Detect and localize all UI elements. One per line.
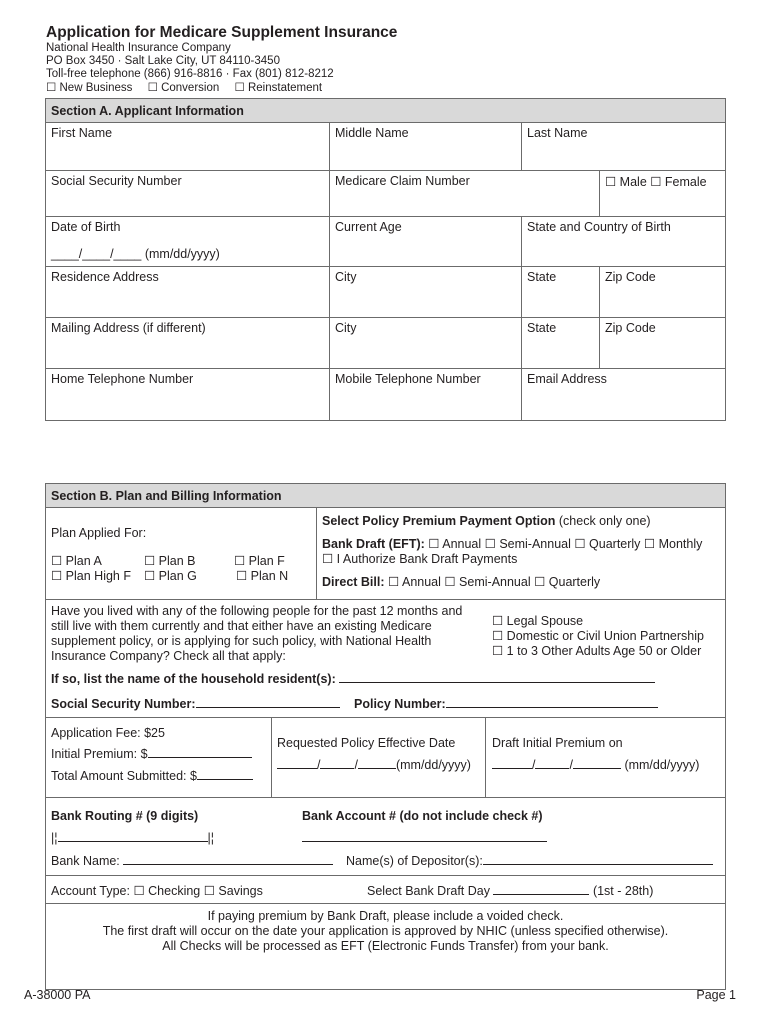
residence-address-label: Residence Address: [51, 270, 159, 284]
section-a: [45, 98, 726, 421]
draft-initial-label: Draft Initial Premium on: [492, 736, 623, 750]
account-type-options[interactable]: Account Type: ☐ Checking ☐ Savings: [51, 884, 263, 898]
dob-field[interactable]: [46, 217, 330, 267]
mobile-phone-label: Mobile Telephone Number: [335, 372, 481, 386]
company-phone: Toll-free telephone (866) 916-8816 · Fax (801) 812-8212: [46, 68, 334, 80]
gender-options[interactable]: [600, 171, 725, 217]
email-label: Email Address: [527, 372, 607, 386]
plan-a-checkbox[interactable]: ☐ Plan A: [51, 554, 102, 568]
residence-zip-field[interactable]: [600, 267, 725, 318]
email-field[interactable]: [522, 369, 725, 420]
page-number: Page 1: [696, 988, 736, 1002]
household-question-line3: supplement policy, or is applying for such policy, with National Health: [51, 634, 432, 648]
conversion-checkbox[interactable]: ☐ Conversion: [147, 82, 220, 94]
birth-place-field[interactable]: [522, 217, 725, 267]
authorize-draft-checkbox[interactable]: ☐ I Authorize Bank Draft Payments: [322, 552, 518, 566]
total-submitted-line[interactable]: [197, 769, 253, 780]
home-phone-label: Home Telephone Number: [51, 372, 194, 386]
mailing-address-field[interactable]: [46, 318, 330, 369]
current-age-field[interactable]: [330, 217, 522, 267]
account-number-field[interactable]: [302, 831, 547, 846]
birth-place-label: State and Country of Birth: [527, 220, 671, 234]
middle-name-label: Middle Name: [335, 126, 409, 140]
mailing-city-field[interactable]: [330, 318, 522, 369]
ssn-field[interactable]: [46, 171, 330, 217]
draft-day-range: (1st - 28th): [592, 884, 654, 898]
mailing-state-field[interactable]: [522, 318, 600, 369]
city-label: City: [335, 270, 357, 284]
other-adults-checkbox[interactable]: ☐ 1 to 3 Other Adults Age 50 or Older: [492, 644, 702, 658]
last-name-label: Last Name: [527, 126, 588, 140]
policy-number-line[interactable]: [446, 697, 658, 708]
draft-day-line[interactable]: [493, 884, 589, 895]
residence-address-field[interactable]: [46, 267, 330, 318]
bank-name-line[interactable]: [123, 854, 333, 865]
ssn-label: Social Security Number: [51, 174, 182, 188]
household-question-line2: still live with them currently and that either have an existing Medicare: [51, 619, 432, 633]
eft-note: All Checks will be processed as EFT (Electronic Funds Transfer) from your bank.: [162, 939, 609, 953]
dob-format: ____/____/____ (mm/dd/yyyy): [51, 247, 220, 261]
zip-label: Zip Code: [605, 321, 656, 335]
residence-city-field[interactable]: [330, 267, 522, 318]
plan-f-checkbox[interactable]: ☐ Plan F: [234, 554, 285, 568]
depositors-line[interactable]: [483, 854, 713, 865]
section-b: [45, 483, 726, 990]
residence-state-field[interactable]: [522, 267, 600, 318]
form-title: Application for Medicare Supplement Insurance: [46, 24, 398, 41]
draft-day-label: Select Bank Draft Day (1st - 28th): [367, 884, 654, 898]
effective-date-label: Requested Policy Effective Date: [277, 736, 456, 750]
mobile-phone-field[interactable]: [330, 369, 522, 420]
domestic-partner-checkbox[interactable]: ☐ Domestic or Civil Union Partnership: [492, 629, 704, 643]
total-submitted-label: Total Amount Submitted: $: [51, 769, 253, 784]
application-type-options: [46, 82, 397, 95]
gender-checkboxes[interactable]: ☐ Male ☐ Female: [605, 175, 707, 189]
zip-label: Zip Code: [605, 270, 656, 284]
state-label: State: [527, 321, 557, 335]
dob-label: Date of Birth: [51, 220, 121, 234]
first-draft-note: The first draft will occur on the date your application is approved by NHIC (unless specified otherwise).: [102, 924, 669, 938]
mailing-address-label: Mailing Address (if different): [51, 321, 206, 335]
plan-high-f-checkbox[interactable]: ☐ Plan High F: [51, 569, 131, 583]
depositors-label: Name(s) of Depositor(s):: [346, 854, 713, 869]
home-phone-field[interactable]: [46, 369, 330, 420]
first-name-label: First Name: [51, 126, 113, 140]
medicare-claim-label: Medicare Claim Number: [335, 174, 470, 188]
city-label: City: [335, 321, 357, 335]
mailing-zip-field[interactable]: [600, 318, 725, 369]
bank-name-label: Bank Name:: [51, 854, 333, 869]
policy-number-label: Policy Number:: [354, 697, 658, 712]
legal-spouse-checkbox[interactable]: ☐ Legal Spouse: [492, 614, 584, 628]
plan-applied-label: Plan Applied For:: [51, 526, 147, 540]
bank-draft-note: If paying premium by Bank Draft, please include a voided check.: [207, 909, 564, 923]
household-resident-line[interactable]: [339, 672, 655, 683]
form-header: [46, 24, 397, 95]
resident-ssn-label: Social Security Number:: [51, 697, 340, 712]
section-b-title: Section B. Plan and Billing Information: [46, 484, 725, 508]
resident-ssn-line[interactable]: [196, 697, 340, 708]
company-name: National Health Insurance Company: [46, 42, 231, 54]
plan-n-checkbox[interactable]: ☐ Plan N: [236, 569, 289, 583]
plan-g-checkbox[interactable]: ☐ Plan G: [144, 569, 197, 583]
current-age-label: Current Age: [335, 220, 402, 234]
household-resident-label: If so, list the name of the household resident(s):: [51, 672, 655, 687]
company-address: PO Box 3450 · Salt Lake City, UT 84110-3450: [46, 55, 280, 67]
first-name-field[interactable]: [46, 123, 330, 171]
form-id: A-38000 PA: [24, 988, 91, 1002]
direct-bill-options[interactable]: Direct Bill: ☐ Annual ☐ Semi-Annual ☐ Quarterly: [322, 575, 601, 589]
bank-draft-options[interactable]: Bank Draft (EFT): ☐ Annual ☐ Semi-Annual ☐ Quarterly ☐ Monthly: [322, 537, 703, 551]
initial-premium-line[interactable]: [148, 747, 252, 758]
reinstatement-checkbox[interactable]: ☐ Reinstatement: [234, 82, 323, 94]
initial-premium-label: Initial Premium: $: [51, 747, 252, 762]
state-label: State: [527, 270, 557, 284]
new-business-checkbox[interactable]: ☐ New Business: [46, 82, 133, 94]
effective-date-field[interactable]: / / (mm/dd/yyyy): [277, 758, 471, 773]
routing-number-field[interactable]: |¦ |¦: [51, 831, 214, 845]
application-fee: Application Fee: $25: [51, 726, 165, 740]
draft-initial-date-field[interactable]: / / (mm/dd/yyyy): [492, 758, 699, 773]
household-question-line1: Have you lived with any of the following people for the past 12 months and: [51, 604, 463, 618]
last-name-field[interactable]: [522, 123, 725, 171]
section-a-title: Section A. Applicant Information: [46, 99, 725, 123]
payment-option-heading: Select Policy Premium Payment Option (check only one): [322, 514, 651, 528]
plan-b-checkbox[interactable]: ☐ Plan B: [144, 554, 196, 568]
middle-name-field[interactable]: [330, 123, 522, 171]
household-question-line4: Insurance Company? Check all that apply:: [51, 649, 286, 663]
account-number-label: Bank Account # (do not include check #): [302, 809, 543, 823]
medicare-claim-field[interactable]: [330, 171, 600, 217]
routing-number-label: Bank Routing # (9 digits): [51, 809, 199, 823]
